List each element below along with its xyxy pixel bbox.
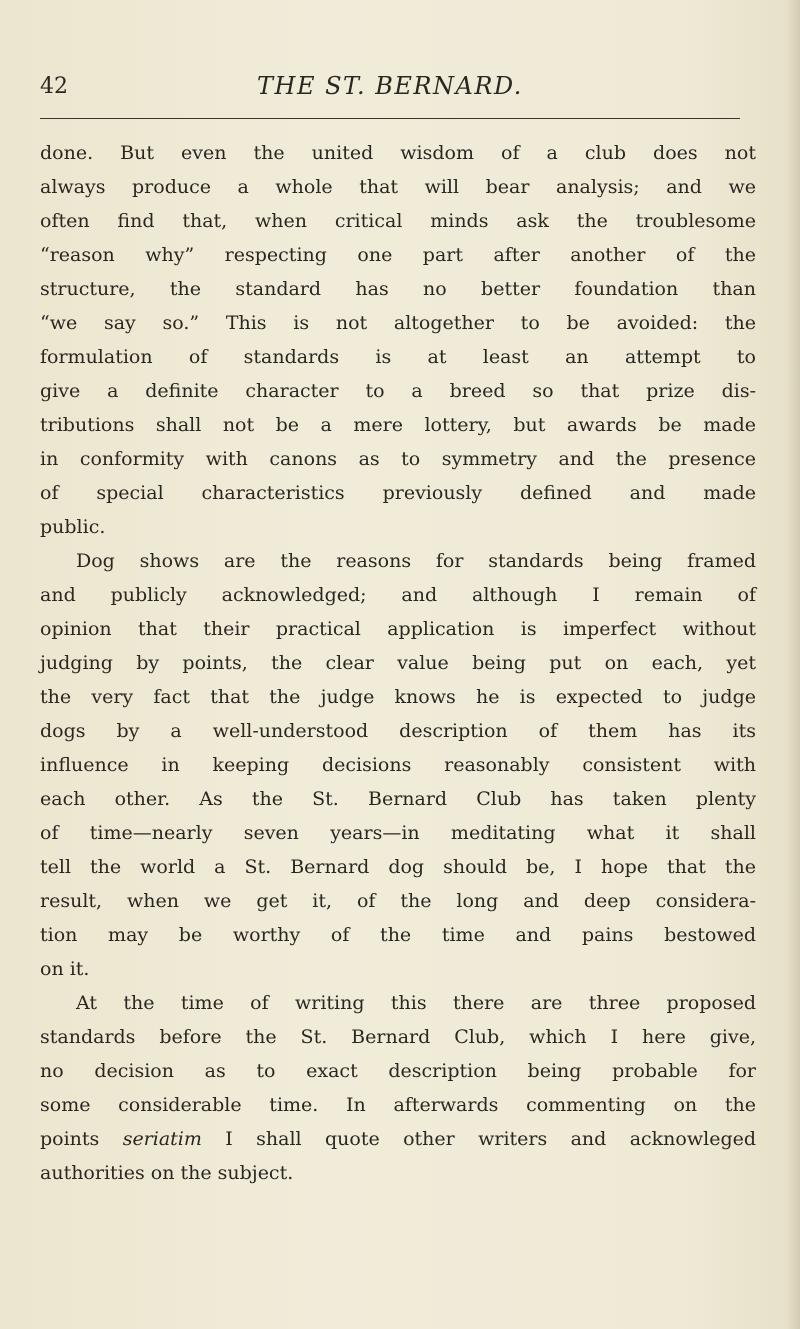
- text-segment: points: [40, 1128, 123, 1150]
- text-line: public.: [40, 516, 106, 538]
- text-line: Dog shows are the reasons for standards being framed: [76, 550, 756, 572]
- text-line: At the time of writing this there are three proposed: [76, 992, 756, 1014]
- page-number: 42: [40, 74, 68, 99]
- text-line: no decision as to exact description being probable for: [40, 1060, 756, 1082]
- text-line: formulation of standards is at least an attempt to: [40, 346, 756, 368]
- text-line: and publicly acknowledged; and although I remain of: [40, 584, 756, 606]
- text-line: often find that, when critical minds ask the troublesome: [40, 210, 756, 232]
- text-line: structure, the standard has no better foundation than: [40, 278, 756, 300]
- text-line: done. But even the united wisdom of a club does not: [40, 142, 756, 164]
- page-header: [0, 72, 800, 112]
- text-line: “reason why” respecting one part after another of the: [40, 244, 756, 266]
- text-line: on it.: [40, 958, 90, 980]
- text-line: of time—nearly seven years—in meditating what it shall: [40, 822, 756, 844]
- text-line: the very fact that the judge knows he is expected to judge: [40, 686, 756, 708]
- text-line: in conformity with canons as to symmetry and the presence: [40, 448, 756, 470]
- header-rule: [40, 118, 740, 119]
- text-line: authorities on the subject.: [40, 1162, 294, 1184]
- text-line: judging by points, the clear value being put on each, yet: [40, 652, 756, 674]
- text-line: always produce a whole that will bear analysis; and we: [40, 176, 756, 198]
- text-line: of special characteristics previously defined and made: [40, 482, 756, 504]
- text-line: tion may be worthy of the time and pains bestowed: [40, 924, 756, 946]
- text-line: standards before the St. Bernard Club, which I here give,: [40, 1026, 756, 1048]
- text-line: each other. As the St. Bernard Club has taken plenty: [40, 788, 756, 810]
- text-line: dogs by a well-understood description of them has its: [40, 720, 756, 742]
- text-line: [40, 1122, 756, 1156]
- text-line: influence in keeping decisions reasonably consistent with: [40, 754, 756, 776]
- running-head: THE ST. BERNARD.: [257, 72, 523, 100]
- text-line: tributions shall not be a mere lottery, but awards be made: [40, 414, 756, 436]
- page-edge-shadow: [786, 0, 800, 1329]
- text-line: result, when we get it, of the long and deep considera-: [40, 890, 756, 912]
- text-line: tell the world a St. Bernard dog should be, I hope that the: [40, 856, 756, 878]
- italic-word: seriatim: [122, 1128, 202, 1150]
- body-text: [40, 136, 756, 1190]
- text-line: opinion that their practical application is imperfect without: [40, 618, 756, 640]
- text-line: “we say so.” This is not altogether to be avoided: the: [40, 312, 756, 334]
- text-line: give a definite character to a breed so that prize dis-: [40, 380, 756, 402]
- text-segment: I shall quote other writers and acknowleged: [201, 1128, 757, 1150]
- text-line: some considerable time. In afterwards commenting on the: [40, 1094, 756, 1116]
